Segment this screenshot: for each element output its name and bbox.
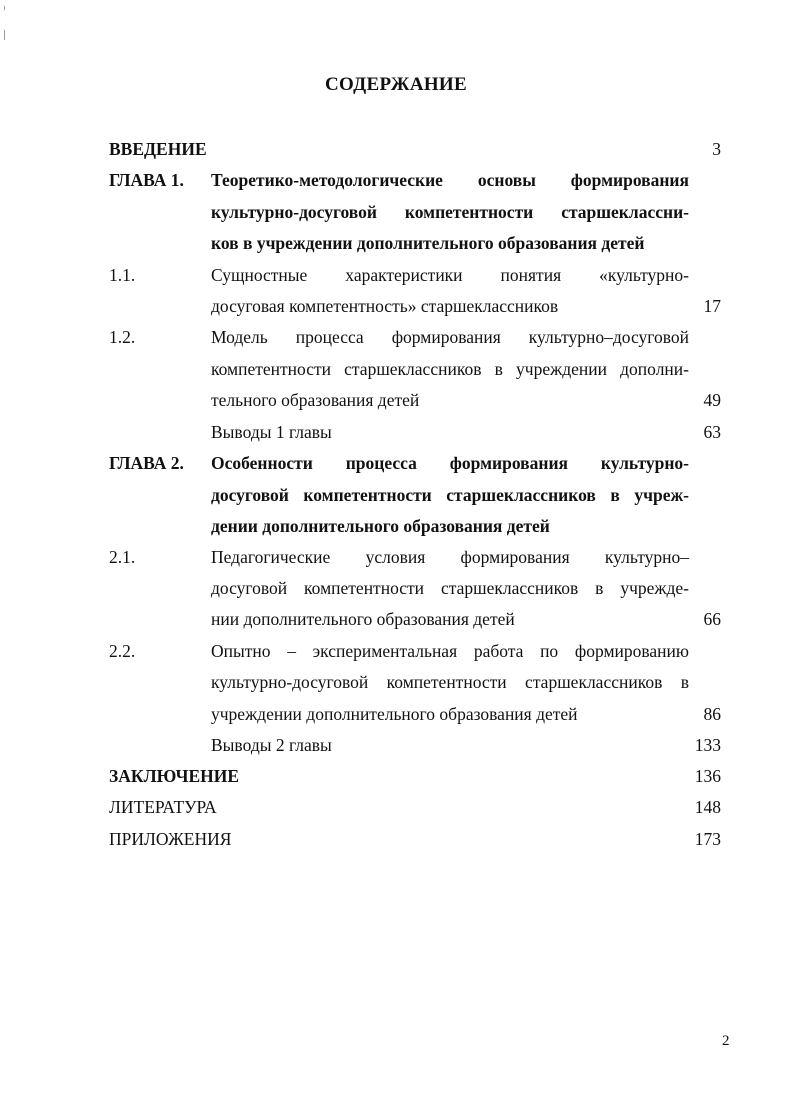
toc-page-number: 136 (694, 766, 721, 786)
toc-entry-line: культурно-досуговой компетентности старшеклассни- (211, 202, 689, 222)
toc-entry-line: Опытно – экспериментальная работа по формированию (211, 641, 689, 661)
toc-entry-line: компетентности старшеклассников в учреждении дополни- (211, 359, 689, 379)
scan-artifact (4, 30, 5, 40)
toc-section-1-1-line-2 (109, 296, 731, 324)
toc-entry-text: Выводы 2 главы (211, 735, 332, 755)
toc-page-number: 66 (703, 609, 721, 629)
toc-entry-line: досуговой компетентности старшеклассников в учреж- (211, 485, 689, 505)
toc-page-number: 63 (703, 422, 721, 442)
toc-page-number: 3 (712, 139, 721, 159)
toc-entry-line: дении дополнительного образования детей (211, 516, 550, 536)
toc-entry-line: культурно-досуговой компетентности старшеклассников в (211, 672, 689, 692)
toc-section-label: 1.1. (109, 265, 136, 285)
toc-section-2-1-line-2 (109, 578, 731, 606)
toc-section-2-1 (109, 547, 731, 575)
toc-entry-line: Модель процесса формирования культурно–досуговой (211, 327, 689, 347)
toc-entry-line: досуговая компетентность» старшеклассников (211, 296, 559, 316)
toc-section-2-2-line-2 (109, 672, 731, 700)
toc-section-2-1-line-3 (109, 609, 731, 637)
toc-entry-conclusions-1 (109, 422, 731, 450)
toc-section-1-2-line-2 (109, 359, 731, 387)
toc-section-1-2-line-3 (109, 390, 731, 418)
toc-section-2-2-line-3 (109, 704, 731, 732)
toc-entry-line: тельного образования детей (211, 390, 420, 410)
toc-entry-literature (109, 797, 731, 825)
toc-title: СОДЕРЖАНИЕ (325, 74, 467, 95)
toc-entry-line: ков в учреждении дополнительного образования детей (211, 233, 645, 253)
toc-entry-intro (109, 139, 731, 167)
scan-artifact (4, 6, 5, 10)
toc-chapter-1-line-2 (109, 202, 731, 230)
toc-section-2-2 (109, 641, 731, 669)
toc-chapter-2-line-2 (109, 485, 731, 513)
toc-page-number: 148 (694, 797, 721, 817)
toc-entry-text: ЛИТЕРАТУРА (109, 797, 217, 817)
toc-section-label: 1.2. (109, 327, 136, 347)
toc-chapter-2-line-3 (109, 516, 731, 544)
toc-section-label: 2.1. (109, 547, 136, 567)
toc-chapter-1 (109, 170, 731, 198)
toc-entry-line: учреждении дополнительного образования детей (211, 704, 578, 724)
toc-entry-line: Теоретико-методологические основы формирования (211, 170, 689, 190)
toc-section-label: 2.2. (109, 641, 136, 661)
toc-entry-line: Педагогические условия формирования культурно– (211, 547, 689, 567)
toc-chapter-label: ГЛАВА 1. (109, 170, 184, 190)
toc-section-1-2 (109, 327, 731, 355)
toc-entry-line: Сущностные характеристики понятия «культурно- (211, 265, 689, 285)
toc-entry-text: ПРИЛОЖЕНИЯ (109, 829, 232, 849)
page-number: 2 (722, 1033, 730, 1049)
toc-page-number: 173 (694, 829, 721, 849)
toc-entry-text: Выводы 1 главы (211, 422, 332, 442)
toc-page-number: 17 (703, 296, 721, 316)
toc-entry-text: ВВЕДЕНИЕ (109, 139, 207, 159)
toc-chapter-1-line-3 (109, 233, 731, 261)
toc-page-number: 49 (703, 390, 721, 410)
toc-entry-conclusion (109, 766, 731, 794)
toc-entry-line: досуговой компетентности старшеклассников в учрежде- (211, 578, 689, 598)
toc-entry-line: нии дополнительного образования детей (211, 609, 515, 629)
toc-entry-conclusions-2 (109, 735, 731, 763)
toc-section-1-1 (109, 265, 731, 293)
toc-chapter-label: ГЛАВА 2. (109, 453, 184, 473)
toc-entry-text: ЗАКЛЮЧЕНИЕ (109, 766, 240, 786)
toc-chapter-2 (109, 453, 731, 481)
toc-page-number: 86 (703, 704, 721, 724)
toc-entry-line: Особенности процесса формирования культурно- (211, 453, 689, 473)
toc-entry-appendices (109, 829, 731, 857)
toc-page-number: 133 (694, 735, 721, 755)
